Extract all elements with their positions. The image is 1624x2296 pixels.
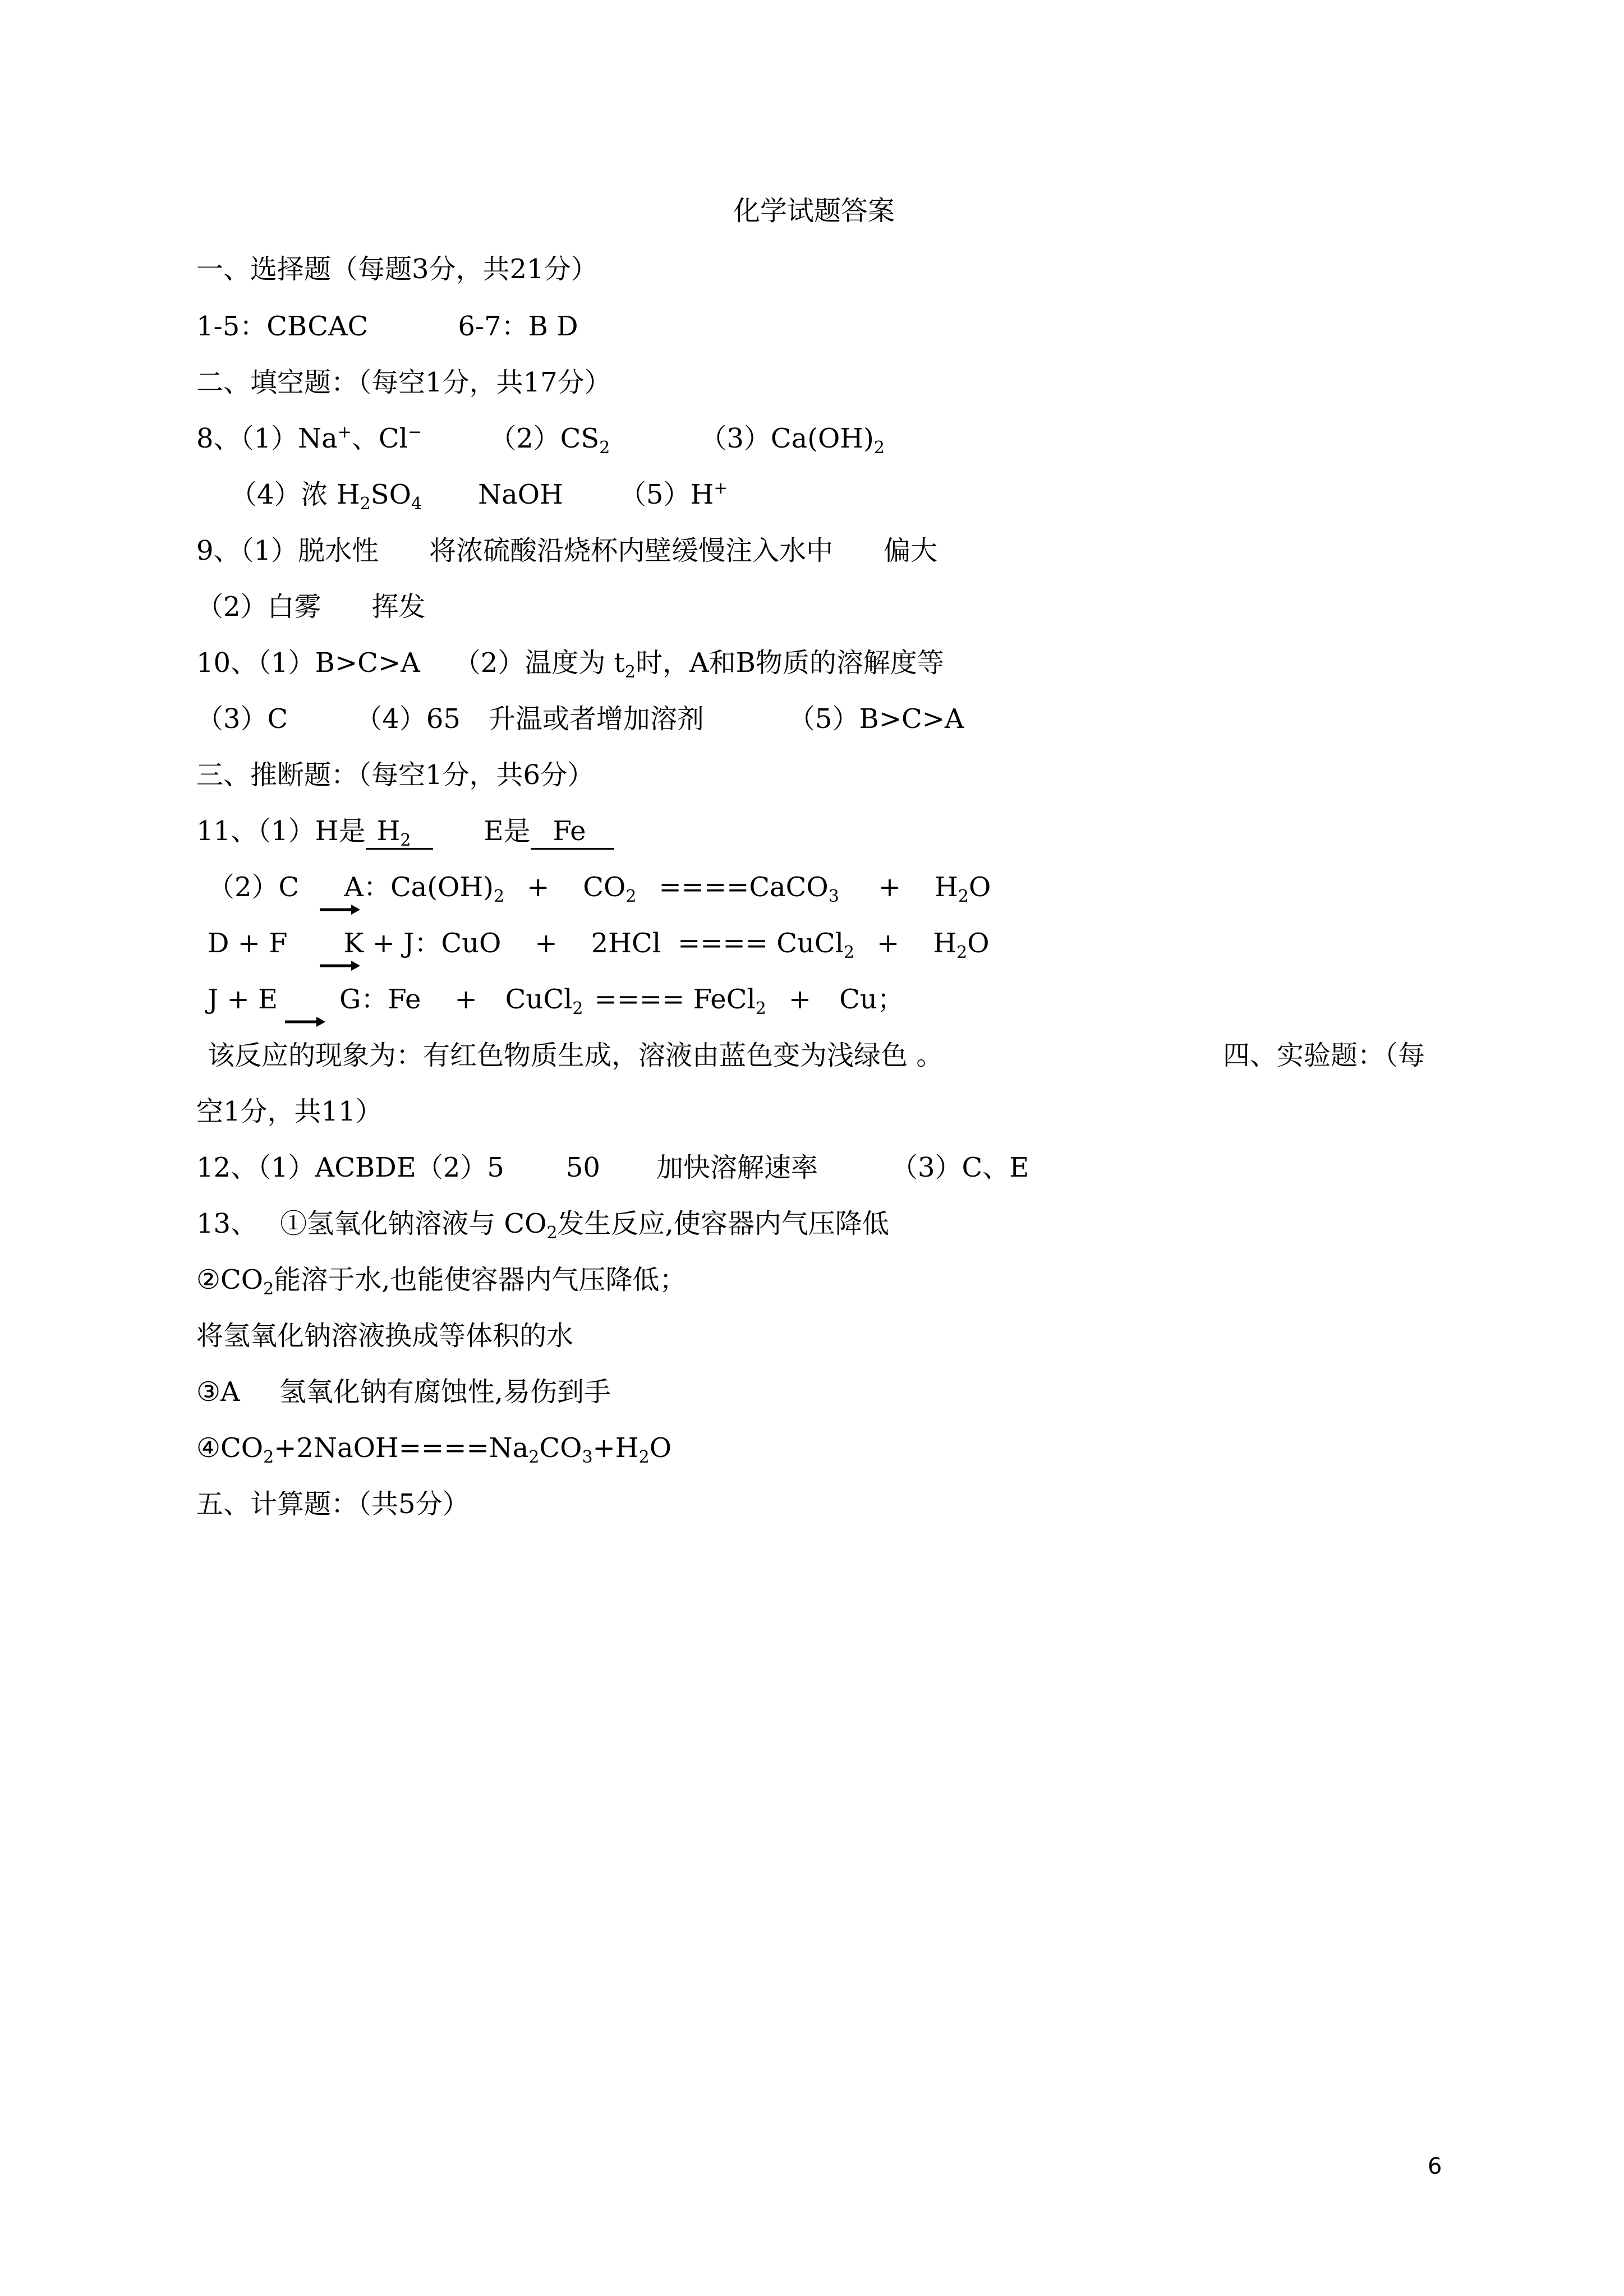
- page-title: 化学试题答案: [733, 195, 895, 227]
- reaction-arrow-icon: [319, 903, 361, 916]
- q8-line-2: （4）浓 $H_2SO_4$ NaOH （5）H+: [230, 478, 728, 514]
- section-1-heading: 一、选择题（每题3分，共21分）: [196, 253, 598, 285]
- q1-7-answers: 1-5：CBCAC 6-7：B D: [196, 311, 578, 342]
- q9-line-2: （2）白雾 挥发: [196, 591, 426, 623]
- q13-line-5: $④CO_2+2NaOH====Na_2CO_3+H_2O$: [196, 1432, 672, 1467]
- section-5-heading: 五、计算题：（共5分）: [196, 1488, 470, 1520]
- page-number: 6: [1428, 2154, 1442, 2179]
- q9-line-1: 9、（1）脱水性 将浓硫酸沿烧杯内壁缓慢注入水中 偏大: [196, 535, 938, 566]
- section-4-heading-a: 四、实验题：（每: [1223, 1040, 1425, 1071]
- q8-line-1: 8、（1）Na+、Cl− $(2)CS_2$ $(3)Ca(OH)_2$: [196, 422, 885, 458]
- section-4-heading-b: 空1分，共11）: [196, 1096, 383, 1127]
- reaction-arrow-icon: [319, 959, 361, 972]
- section-2-heading: 二、填空题：（每空1分，共17分）: [196, 367, 611, 398]
- q13-line-1: 13、 ①氢氧化钠溶液与 $CO_2$发生反应,使容器内气压降低: [196, 1208, 889, 1243]
- e-answer-blank: Fe: [531, 814, 614, 850]
- q12-line: 12、（1）ACBDE（2）5 50 加快溶解速率 （3）C、E: [196, 1152, 1029, 1183]
- q13-line-4: ③A 氢氧化钠有腐蚀性,易伤到手: [196, 1376, 611, 1408]
- q11-line-1: 11、（1）H是 $H_2$ E是 Fe: [196, 814, 614, 850]
- q13-line-2: $②CO_2$能溶于水,也能使容器内气压降低；: [196, 1264, 687, 1299]
- section-3-heading: 三、推断题：（每空1分，共6分）: [196, 759, 595, 791]
- q10-line-1: 10、（1）B>C>A （2）温度为 $t_2$时，A和B物质的溶解度等: [196, 647, 944, 682]
- q10-line-2: （3）C （4）65 升温或者增加溶剂 （5）B>C>A: [196, 703, 964, 735]
- q11-reaction-2: D + F K + J：CuO + 2HCl ==== CuCl$_2$ + $H_2O$: [208, 928, 990, 962]
- q11-reaction-3: J + E G：Fe + CuCl$_2$ ==== FeCl$_2$ + Cu；: [208, 984, 904, 1018]
- q13-line-3: 将氢氧化钠溶液换成等体积的水: [196, 1320, 574, 1352]
- h-answer-blank: $H_2$: [366, 814, 434, 850]
- q11-reaction-1: （2）C A：$Ca(OH)_2 + CO_2$ ====CaCO$_3$ + $H_2O$: [208, 872, 991, 906]
- reaction-arrow-icon: [284, 1015, 326, 1029]
- q11-phenomenon: 该反应的现象为：有红色物质生成，溶液由蓝色变为浅绿色 。: [208, 1040, 944, 1071]
